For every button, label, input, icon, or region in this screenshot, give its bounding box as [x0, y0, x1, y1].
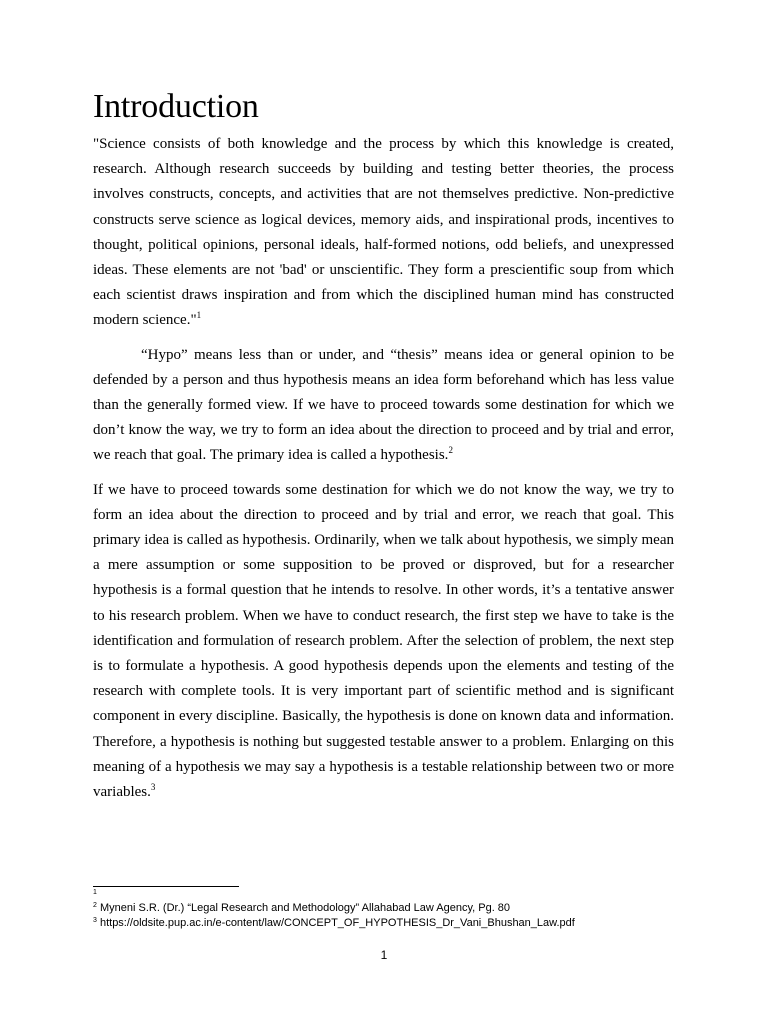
document-title: Introduction: [93, 88, 259, 125]
footnote-2: [93, 901, 693, 916]
footnote-ref-2[interactable]: 2: [448, 445, 453, 456]
footnote-ref-3[interactable]: 3: [150, 782, 156, 793]
footnote-text: Myneni S.R. (Dr.) “Legal Research and Methodology” Allahabad Law Agency, Pg. 80: [96, 902, 511, 914]
footnote-link[interactable]: https://oldsite.pup.ac.in/e-content/law/CONCEPT_OF_HYPOTHESIS_Dr_Vani_Bhushan_Law.pdf: [96, 917, 575, 929]
footnotes-section: [93, 886, 693, 931]
footnote-mark: 3: [93, 917, 97, 924]
footnote-mark: 1: [93, 889, 97, 896]
paragraph-text: "Science consists of both knowledge and the process by which this knowledge is created, research. Although research succeeds by building and testing better theories, the process involves constructs, concepts, and activities that are not themselves predictive. Non-predictive constructs serve science as logical devices, memory aids, and inspirational prods, incentives to thought, political opinions, personal ideals, half-formed notions, odd beliefs, and unexpressed ideas. These elements are not 'bad' or unscientific. They form a prescientific soup from which each scientist draws inspiration and from which the disciplined human mind has constructed modern science.": [93, 136, 674, 329]
paragraph-quote: [93, 132, 674, 334]
page-number: 1: [380, 948, 388, 962]
footnote-ref-1[interactable]: 1: [196, 310, 202, 321]
footnote-mark: 2: [93, 902, 97, 909]
footnote-separator: [93, 886, 239, 887]
paragraph-hypo-definition: [93, 343, 674, 469]
paragraph-text: “Hypo” means less than or under, and “thesis” means idea or general opinion to be defended by a person and thus hypothesis means an idea form beforehand which has less value than the generally formed view. If we have to proceed towards some destination for which we don’t know the way, we try to form an idea about the direction to proceed and by trial and error, we reach that goal. The primary idea is called a hypothesis.: [93, 346, 674, 464]
document-body: [93, 86, 674, 814]
footnote-3[interactable]: [93, 916, 693, 931]
footnote-1: [93, 890, 693, 901]
paragraph-text: If we have to proceed towards some destination for which we do not know the way, we try to form an idea about the direction to proceed and by trial and error, we reach that goal. This primary idea is called as hypothesis. Ordinarily, when we talk about hypothesis, we simply mean a mere assumption or some supposition to be proved or disproved, but for a researcher hypothesis is a formal question that he intends to resolve. In other words, it’s a tentative answer to his research problem. When we have to conduct research, the first step we have to take is the identification and formulation of research problem. After the selection of problem, the next step is to formulate a hypothesis. A good hypothesis depends upon the elements and testing of the research with complete tools. It is very important part of scientific method and is significant component in every discipline. Basically, the hypothesis is done on known data and information. Therefore, a hypothesis is nothing but suggested testable answer to a problem. Enlarging on this meaning of a hypothesis we may say a hypothesis is a testable relationship between two or more variables.: [93, 481, 674, 801]
paragraph-hypothesis-explained: [93, 478, 674, 806]
